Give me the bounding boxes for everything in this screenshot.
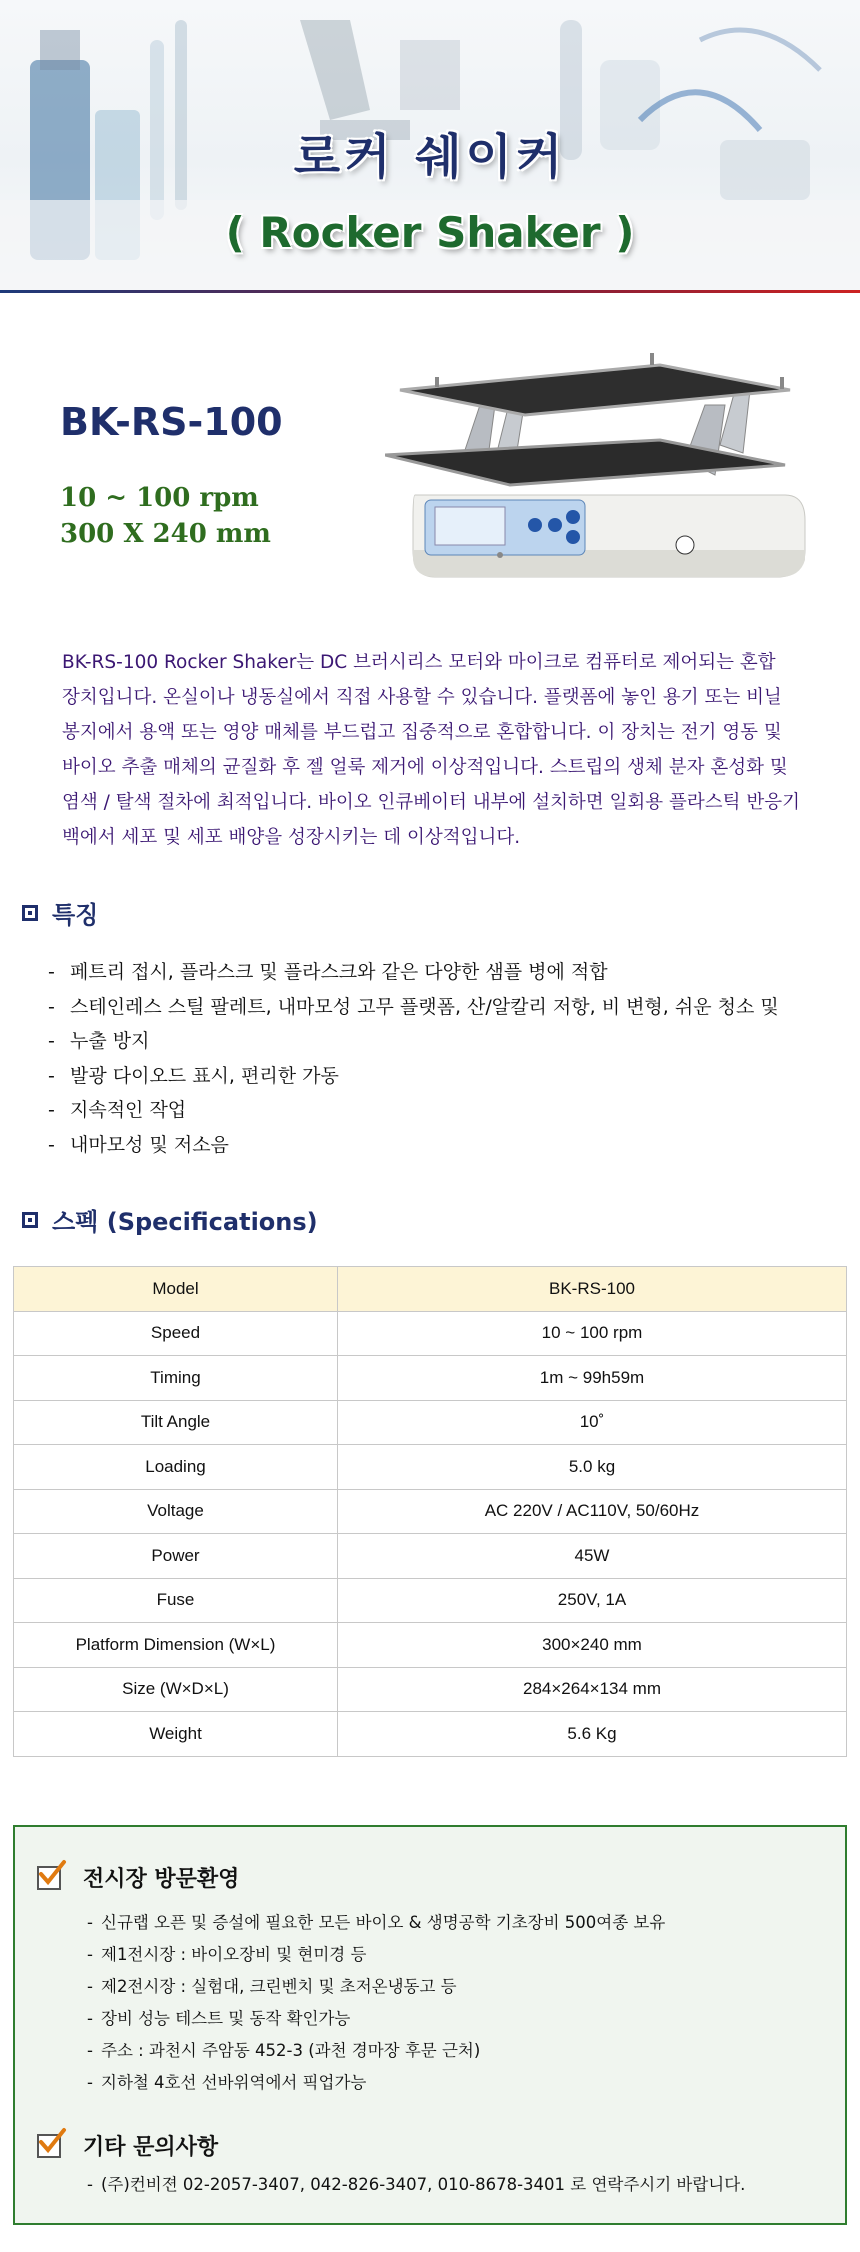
spec-label: Platform Dimension (W×L) — [14, 1623, 338, 1668]
table-header-row — [14, 1267, 847, 1312]
description-line: 백에서 세포 및 세포 배양을 성장시키는 데 이상적입니다. — [62, 827, 521, 848]
spec-value: 5.6 Kg — [338, 1712, 847, 1757]
page-title-english: ( Rocker Shaker ) — [225, 208, 635, 257]
list-item: - 제2전시장 : 실험대, 크린벤치 및 초저온냉동고 등 — [87, 1971, 665, 2003]
spec-value: 5.0 kg — [338, 1445, 847, 1490]
list-item: - 제1전시장 : 바이오장비 및 현미경 등 — [87, 1939, 665, 1971]
spec-label: Tilt Angle — [14, 1400, 338, 1445]
table-row — [14, 1667, 847, 1712]
table-row — [14, 1489, 847, 1534]
showroom-heading-label: 전시장 방문환영 — [83, 1867, 240, 1892]
list-item: - 신규랩 오픈 및 증설에 필요한 모든 바이오 & 생명공학 기초장비 500여종 보유 — [87, 1907, 665, 1939]
spec-table — [13, 1266, 847, 1757]
list-item: - 지하철 4호선 선바위역에서 픽업가능 — [87, 2067, 665, 2099]
spec-label: Timing — [14, 1356, 338, 1401]
features-heading — [22, 895, 98, 930]
list-item: - (주)컨비젼 02-2057-3407, 042-826-3407, 010-8678-3401 로 연락주시기 바랍니다. — [87, 2169, 745, 2201]
checkbox-checked-icon — [37, 1866, 61, 1890]
description-line: BK-RS-100 Rocker Shaker는 DC 브러시리스 모터와 마이크로 컴퓨터로 제어되는 혼합 — [62, 652, 776, 673]
table-row — [14, 1400, 847, 1445]
spec-value: 1m ~ 99h59m — [338, 1356, 847, 1401]
spec-label: Weight — [14, 1712, 338, 1757]
description-line: 바이오 추출 매체의 균질화 후 젤 얼룩 제거에 이상적입니다. 스트립의 생체 분자 혼성화 및 — [62, 757, 788, 778]
table-row — [14, 1712, 847, 1757]
spec-label: Power — [14, 1534, 338, 1579]
inquiry-list — [87, 2169, 745, 2201]
checkbox-checked-icon — [37, 2134, 61, 2158]
product-model: BK-RS-100 — [60, 400, 283, 444]
spec-value: AC 220V / AC110V, 50/60Hz — [338, 1489, 847, 1534]
product-size: 300 X 240 mm — [60, 519, 271, 549]
spec-label: Size (W×D×L) — [14, 1667, 338, 1712]
product-description — [62, 645, 832, 855]
table-header-cell: Model — [14, 1267, 338, 1312]
inquiry-heading — [37, 2130, 218, 2161]
banner-divider — [0, 290, 860, 293]
table-row — [14, 1356, 847, 1401]
table-row — [14, 1445, 847, 1490]
list-item: - 페트리 접시, 플라스크 및 플라스크와 같은 다양한 샘플 병에 적합 — [48, 955, 828, 990]
product-speed: 10 ~ 100 rpm — [60, 483, 259, 513]
list-item: - 스테인레스 스틸 팔레트, 내마모성 고무 플랫폼, 산/알칼리 저항, 비 변형, 쉬운 청소 및 — [48, 990, 828, 1025]
list-item: - 발광 다이오드 표시, 편리한 가동 — [48, 1059, 828, 1094]
list-item: - 주소 : 과천시 주암동 452-3 (과천 경마장 후문 근처) — [87, 2035, 665, 2067]
contact-info-box — [13, 1825, 847, 2225]
list-item: - 장비 성능 테스트 및 동작 확인가능 — [87, 2003, 665, 2035]
spec-value: 10 ~ 100 rpm — [338, 1311, 847, 1356]
description-line: 장치입니다. 온실이나 냉동실에서 직접 사용할 수 있습니다. 플랫폼에 놓인 용기 또는 비닐 — [62, 687, 782, 708]
showroom-list — [87, 1907, 665, 2099]
rocker-shaker-product-image — [385, 345, 815, 595]
list-item: - 지속적인 작업 — [48, 1093, 828, 1128]
list-item: - 누출 방지 — [48, 1024, 828, 1059]
table-row — [14, 1623, 847, 1668]
specs-heading-label: 스펙 (Specifications) — [52, 1208, 318, 1236]
page-title-korean: 로커 쉐이커 — [293, 129, 567, 185]
spec-value: 10˚ — [338, 1400, 847, 1445]
table-row — [14, 1534, 847, 1579]
inquiry-heading-label: 기타 문의사항 — [83, 2135, 219, 2160]
square-bullet-icon — [22, 905, 38, 921]
spec-label: Loading — [14, 1445, 338, 1490]
showroom-heading — [37, 1862, 239, 1893]
table-header-cell: BK-RS-100 — [338, 1267, 847, 1312]
features-list — [48, 955, 828, 1162]
features-heading-label: 특징 — [52, 901, 99, 929]
spec-label: Voltage — [14, 1489, 338, 1534]
spec-value: 45W — [338, 1534, 847, 1579]
description-line: 봉지에서 용액 또는 영양 매체를 부드럽고 집중적으로 혼합합니다. 이 장치는 전기 영동 및 — [62, 722, 782, 743]
header-banner — [0, 0, 860, 290]
table-row — [14, 1311, 847, 1356]
spec-value: 284×264×134 mm — [338, 1667, 847, 1712]
list-item: - 내마모성 및 저소음 — [48, 1128, 828, 1163]
spec-value: 250V, 1A — [338, 1578, 847, 1623]
spec-label: Fuse — [14, 1578, 338, 1623]
spec-value: 300×240 mm — [338, 1623, 847, 1668]
table-row — [14, 1578, 847, 1623]
description-line: 염색 / 탈색 절차에 최적입니다. 바이오 인큐베이터 내부에 설치하면 일회용 플라스틱 반응기 — [62, 792, 801, 813]
square-bullet-icon — [22, 1212, 38, 1228]
spec-label: Speed — [14, 1311, 338, 1356]
specs-heading — [22, 1202, 318, 1237]
